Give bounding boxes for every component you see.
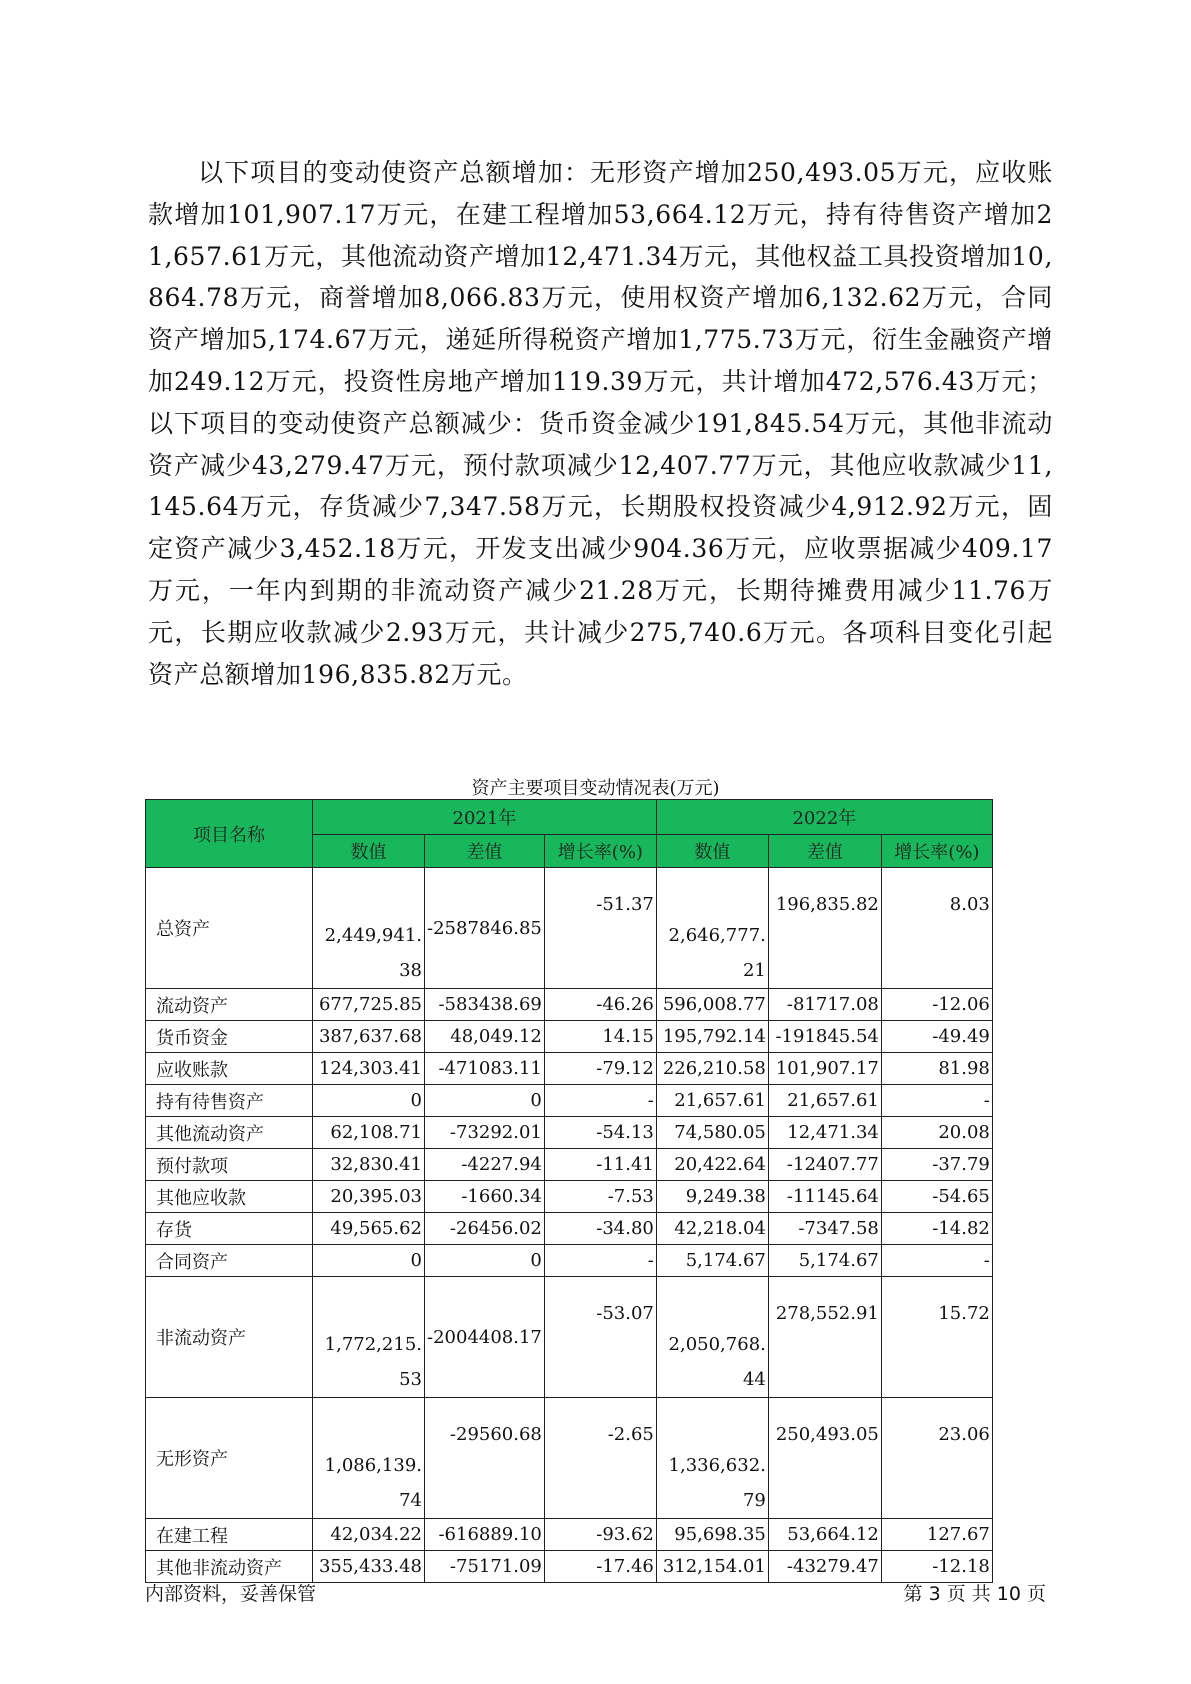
table-body (146, 868, 993, 1583)
row-name: 持有待售资产 (146, 1085, 313, 1117)
value-2021: 355,433.48 (313, 1551, 425, 1583)
diff-2021: -583438.69 (425, 989, 545, 1021)
table-row (146, 868, 993, 989)
header-rate-2022: 增长率(%) (881, 835, 992, 868)
value-2022: 20,422.64 (656, 1149, 768, 1181)
diff-2022: -11145.64 (768, 1181, 881, 1213)
diff-2022: -43279.47 (768, 1551, 881, 1583)
value-2021: 49,565.62 (313, 1213, 425, 1245)
diff-2021: -1660.34 (425, 1181, 545, 1213)
body-paragraph: 以下项目的变动使资产总额增加：无形资产增加250,493.05万元，应收账款增加101,907.17万元，在建工程增加53,664.12万元，持有待售资产增加21,657.61万元，其他流动资产增加12,471.34万元，其他权益工具投资增加10,864.78万元，商誉增加8,066.83万元，使用权资产增加6,132.62万元，合同资产增加5,174.67万元，递延所得税资产增加1,775.73万元，衍生金融资产增加249.12万元，投资性房地产增加119.39万元，共计增加472,576.43万元；以下项目的变动使资产总额减少：货币资金减少191,845.54万元，其他非流动资产减少43,279.47万元，预付款项减少12,407.77万元，其他应收款减少11,145.64万元，存货减少7,347.58万元，长期股权投资减少4,912.92万元，固定资产减少3,452.18万元，开发支出减少904.36万元，应收票据减少409.17万元，一年内到期的非流动资产减少21.28万元，长期待摊费用减少11.76万元，长期应收款减少2.93万元，共计减少275,740.6万元。各项科目变化引起资产总额增加196,835.82万元。 (148, 158, 1053, 689)
rate-2022: 20.08 (881, 1117, 992, 1149)
diff-2022: 53,664.12 (768, 1519, 881, 1551)
diff-2021: -73292.01 (425, 1117, 545, 1149)
diff-2022: 5,174.67 (768, 1245, 881, 1277)
header-diff-2022: 差值 (768, 835, 881, 868)
rate-2021: -51.37 (544, 868, 656, 989)
table-row (146, 1245, 993, 1277)
rate-2021: -2.65 (544, 1398, 656, 1519)
value-2021: 62,108.71 (313, 1117, 425, 1149)
value-2022: 9,249.38 (656, 1181, 768, 1213)
rate-2022: -12.18 (881, 1551, 992, 1583)
row-name: 总资产 (146, 868, 313, 989)
rate-2022: -12.06 (881, 989, 992, 1021)
table-row (146, 1213, 993, 1245)
diff-2021: -29560.68 (425, 1398, 545, 1519)
footer-page-number: 第 3 页 共 10 页 (903, 1583, 1046, 1605)
header-year-2022: 2022年 (656, 800, 992, 835)
rate-2021: -11.41 (544, 1149, 656, 1181)
value-2022: 74,580.05 (656, 1117, 768, 1149)
table-row (146, 1021, 993, 1053)
value-2022: 21,657.61 (656, 1085, 768, 1117)
value-2021: 677,725.85 (313, 989, 425, 1021)
row-name: 其他非流动资产 (146, 1551, 313, 1583)
table-row (146, 1117, 993, 1149)
value-2021: 1,772,215.53 (313, 1277, 425, 1398)
value-2021: 124,303.41 (313, 1053, 425, 1085)
diff-2022: -7347.58 (768, 1213, 881, 1245)
header-year-2021: 2021年 (313, 800, 657, 835)
value-2021: 0 (313, 1245, 425, 1277)
header-value-2021: 数值 (313, 835, 425, 868)
table-row (146, 989, 993, 1021)
row-name: 无形资产 (146, 1398, 313, 1519)
diff-2022: -81717.08 (768, 989, 881, 1021)
rate-2022: - (881, 1245, 992, 1277)
rate-2021: -53.07 (544, 1277, 656, 1398)
asset-change-table (145, 799, 993, 1583)
diff-2021: -616889.10 (425, 1519, 545, 1551)
value-2022: 95,698.35 (656, 1519, 768, 1551)
header-rate-2021: 增长率(%) (544, 835, 656, 868)
diff-2021: -26456.02 (425, 1213, 545, 1245)
table-row (146, 1149, 993, 1181)
rate-2021: -93.62 (544, 1519, 656, 1551)
footer-confidential-note: 内部资料，妥善保管 (145, 1583, 317, 1605)
value-2021: 32,830.41 (313, 1149, 425, 1181)
value-2022: 596,008.77 (656, 989, 768, 1021)
value-2021: 20,395.03 (313, 1181, 425, 1213)
rate-2021: -7.53 (544, 1181, 656, 1213)
rate-2021: 14.15 (544, 1021, 656, 1053)
value-2021: 1,086,139.74 (313, 1398, 425, 1519)
rate-2021: - (544, 1085, 656, 1117)
diff-2021: -75171.09 (425, 1551, 545, 1583)
diff-2021: 48,049.12 (425, 1021, 545, 1053)
diff-2021: -471083.11 (425, 1053, 545, 1085)
header-value-2022: 数值 (656, 835, 768, 868)
rate-2022: -49.49 (881, 1021, 992, 1053)
rate-2022: -14.82 (881, 1213, 992, 1245)
diff-2022: -12407.77 (768, 1149, 881, 1181)
rate-2021: -34.80 (544, 1213, 656, 1245)
diff-2022: 101,907.17 (768, 1053, 881, 1085)
table-row (146, 1519, 993, 1551)
diff-2022: 21,657.61 (768, 1085, 881, 1117)
row-name: 非流动资产 (146, 1277, 313, 1398)
rate-2022: 127.67 (881, 1519, 992, 1551)
value-2022: 42,218.04 (656, 1213, 768, 1245)
rate-2022: -54.65 (881, 1181, 992, 1213)
diff-2022: 250,493.05 (768, 1398, 881, 1519)
value-2021: 0 (313, 1085, 425, 1117)
table-row (146, 1085, 993, 1117)
table-row (146, 1551, 993, 1583)
diff-2022: -191845.54 (768, 1021, 881, 1053)
table-row (146, 1181, 993, 1213)
table-row (146, 1398, 993, 1519)
row-name: 应收账款 (146, 1053, 313, 1085)
rate-2021: - (544, 1245, 656, 1277)
row-name: 存货 (146, 1213, 313, 1245)
row-name: 其他应收款 (146, 1181, 313, 1213)
row-name: 预付款项 (146, 1149, 313, 1181)
value-2022: 5,174.67 (656, 1245, 768, 1277)
row-name: 其他流动资产 (146, 1117, 313, 1149)
rate-2022: -37.79 (881, 1149, 992, 1181)
diff-2022: 12,471.34 (768, 1117, 881, 1149)
value-2022: 312,154.01 (656, 1551, 768, 1583)
row-name: 在建工程 (146, 1519, 313, 1551)
header-item-name: 项目名称 (146, 800, 313, 868)
diff-2021: 0 (425, 1085, 545, 1117)
table-row (146, 1277, 993, 1398)
value-2022: 226,210.58 (656, 1053, 768, 1085)
diff-2021: -2587846.85 (425, 868, 545, 989)
diff-2021: 0 (425, 1245, 545, 1277)
rate-2022: 81.98 (881, 1053, 992, 1085)
row-name: 合同资产 (146, 1245, 313, 1277)
rate-2021: -17.46 (544, 1551, 656, 1583)
value-2022: 195,792.14 (656, 1021, 768, 1053)
rate-2021: -54.13 (544, 1117, 656, 1149)
row-name: 货币资金 (146, 1021, 313, 1053)
header-diff-2021: 差值 (425, 835, 545, 868)
row-name: 流动资产 (146, 989, 313, 1021)
rate-2022: 15.72 (881, 1277, 992, 1398)
rate-2022: 8.03 (881, 868, 992, 989)
value-2022: 2,646,777.21 (656, 868, 768, 989)
value-2022: 1,336,632.79 (656, 1398, 768, 1519)
table-caption: 资产主要项目变动情况表(万元) (471, 778, 720, 799)
value-2021: 2,449,941.38 (313, 868, 425, 989)
rate-2021: -79.12 (544, 1053, 656, 1085)
value-2021: 42,034.22 (313, 1519, 425, 1551)
value-2022: 2,050,768.44 (656, 1277, 768, 1398)
diff-2022: 278,552.91 (768, 1277, 881, 1398)
table-row (146, 1053, 993, 1085)
rate-2022: 23.06 (881, 1398, 992, 1519)
diff-2021: -4227.94 (425, 1149, 545, 1181)
value-2021: 387,637.68 (313, 1021, 425, 1053)
rate-2022: - (881, 1085, 992, 1117)
rate-2021: -46.26 (544, 989, 656, 1021)
diff-2021: -2004408.17 (425, 1277, 545, 1398)
diff-2022: 196,835.82 (768, 868, 881, 989)
